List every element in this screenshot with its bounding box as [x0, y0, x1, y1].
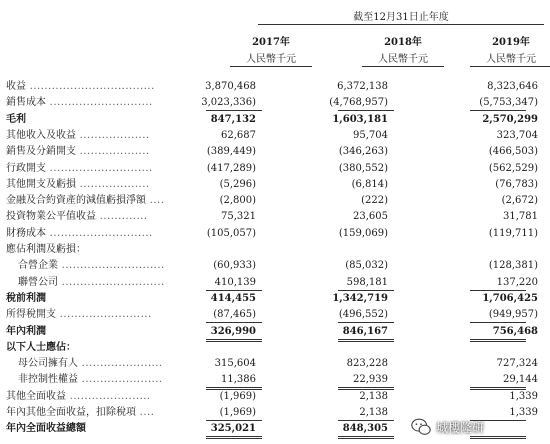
- row-label: [6, 113, 26, 127]
- row-label: [18, 259, 165, 273]
- subtotal-rule: [470, 387, 526, 390]
- cell-2019: (128,381): [488, 260, 538, 272]
- unit-2018: 人民幣千元: [378, 54, 428, 65]
- table-row-cost-of-sales: [0, 96, 550, 110]
- dot-leader: ......................: [78, 358, 163, 370]
- row-label-text: 聯營公司: [18, 276, 58, 288]
- row-label-text: 所得稅開支: [6, 309, 56, 321]
- cell-2018: 848,305: [342, 423, 388, 435]
- subtotal-rule: [206, 436, 262, 439]
- year-2017: 2017年: [252, 37, 290, 48]
- period-title: 截至12月31日止年度: [353, 12, 449, 23]
- dot-leader: .............: [96, 211, 148, 223]
- cell-2017: (389,449): [206, 146, 256, 158]
- cell-2017: (417,289): [206, 162, 256, 174]
- dot-leader: ............................: [58, 260, 165, 272]
- row-label-text: 銷售及分銷開支: [6, 146, 76, 158]
- cell-2019: 2,570,299: [482, 113, 538, 125]
- subtotal-rule: [470, 290, 526, 291]
- row-label-text: 行政開支: [6, 162, 46, 174]
- cell-2019: (2,672): [501, 195, 538, 207]
- cell-2017: 11,386: [221, 374, 256, 386]
- dot-leader: ............................: [46, 227, 153, 239]
- subtotal-rule: [338, 339, 394, 342]
- subtotal-rule: [206, 387, 262, 390]
- table-row-income-tax: [0, 308, 550, 322]
- dot-leader: ...................: [76, 146, 150, 158]
- cell-2018: (4,768,957): [329, 97, 388, 109]
- row-label: [6, 243, 86, 257]
- subtotal-rule: [338, 436, 394, 439]
- row-label: [6, 145, 150, 159]
- table-row-other-income: [0, 129, 550, 143]
- table-row-fair-value-gains: [0, 210, 550, 224]
- cell-2019: (119,711): [488, 227, 538, 239]
- table-row-other-comprehensive-income: [0, 390, 550, 404]
- cell-2019: 1,339: [509, 390, 538, 402]
- cell-2017: 414,455: [210, 292, 256, 304]
- row-label: [18, 357, 163, 371]
- cell-2018: (380,552): [338, 162, 388, 174]
- subtotal-rule: [206, 322, 262, 323]
- cell-2018: 846,167: [342, 325, 388, 337]
- row-label-text: 母公司擁有人: [18, 358, 78, 370]
- row-label-text: 非控制性權益: [18, 374, 78, 386]
- cell-2017: 75,321: [221, 211, 256, 223]
- cell-2019: 29,144: [503, 374, 538, 386]
- table-row-profit-for-year: [0, 325, 550, 339]
- row-label-text: 財務成本: [6, 227, 46, 239]
- cell-2019: 756,468: [492, 325, 538, 337]
- subtotal-rule: [338, 322, 394, 323]
- watermark: [410, 414, 546, 440]
- row-label-text: 年內全面收益總額: [6, 423, 86, 435]
- row-label: [6, 390, 151, 404]
- table-row-joint-ventures: [0, 259, 550, 273]
- unit-2019: 人民幣千元: [486, 54, 536, 65]
- cell-2018: 6,372,138: [337, 81, 388, 92]
- row-label-text: 以下人士應佔：: [6, 341, 76, 353]
- row-label: [6, 210, 148, 224]
- row-label: [6, 129, 150, 143]
- cell-2018: 598,181: [346, 276, 388, 288]
- row-label-text: 金融及合約資產的減值虧損淨額: [6, 195, 146, 207]
- dot-leader: ....: [146, 195, 165, 207]
- dot-leader: ..................................: [26, 81, 155, 92]
- table-row-profit-before-tax: [0, 292, 550, 306]
- subtotal-rule: [206, 420, 262, 421]
- cell-2019: (5,753,347): [479, 97, 538, 109]
- cell-2018: 1,603,181: [332, 113, 388, 125]
- table-row-revenue: [0, 80, 550, 94]
- cell-2017: 3,023,336): [201, 97, 256, 109]
- cell-2017: (87,465): [213, 309, 256, 321]
- subtotal-rule: [206, 290, 262, 291]
- subtotal-rule: [470, 322, 526, 323]
- cell-2018: 22,939: [353, 374, 388, 386]
- cell-2018: (496,552): [338, 309, 388, 321]
- cell-2017: (60,933): [213, 260, 256, 272]
- cell-2018: 823,228: [346, 358, 388, 370]
- cell-2017: (105,057): [206, 227, 256, 239]
- dot-leader: ...................: [76, 178, 150, 190]
- cell-2019: 323,704: [496, 129, 538, 141]
- cell-2019: 137,220: [496, 276, 538, 288]
- subtotal-rule: [206, 339, 262, 342]
- unit-2017: 人民幣千元: [246, 54, 296, 65]
- row-label-text: 銷售成本: [6, 97, 46, 109]
- header-rule: [258, 24, 544, 25]
- year-2018: 2018年: [384, 37, 422, 48]
- cell-2017: 62,687: [221, 129, 256, 141]
- dot-leader: ............................: [58, 276, 165, 288]
- cell-2019: (949,957): [488, 309, 538, 321]
- row-label: [6, 227, 153, 241]
- cell-2018: 95,704: [353, 129, 388, 141]
- row-label: [18, 373, 163, 387]
- cell-2019: 727,324: [496, 358, 538, 370]
- table-row-other-expenses: [0, 178, 550, 192]
- cell-2017: 325,021: [210, 423, 256, 435]
- cell-2018: 1,342,719: [332, 292, 388, 304]
- cell-2017: (2,800): [219, 195, 256, 207]
- cell-2018: (6,814): [351, 178, 388, 190]
- table-row-associates: [0, 276, 550, 290]
- row-label: [6, 178, 150, 192]
- table-row-admin-expenses: [0, 162, 550, 176]
- subtotal-rule: [338, 387, 394, 390]
- cell-2019: 8,323,646: [487, 81, 538, 92]
- row-label-text: 合營企業: [18, 260, 58, 272]
- cell-2019: 31,781: [503, 211, 538, 223]
- subtotal-rule: [338, 290, 394, 291]
- subtotal-rule: [338, 110, 394, 111]
- dot-leader: ......................: [78, 374, 163, 386]
- dot-leader: ............................: [46, 97, 153, 109]
- table-row-finance-costs: [0, 227, 550, 241]
- subtotal-rule: [338, 420, 394, 421]
- table-row-non-controlling-interests: [0, 373, 550, 387]
- row-label: [18, 276, 165, 290]
- row-label-text: 年內利潤: [6, 325, 46, 337]
- year-2019: 2019年: [492, 37, 530, 48]
- row-label: [6, 308, 152, 322]
- col-rule-2017: [230, 66, 312, 67]
- col-rule-2019: [470, 66, 550, 67]
- subtotal-rule: [470, 110, 526, 111]
- cell-2019: (562,529): [488, 162, 538, 174]
- dot-leader: ............................: [46, 162, 153, 174]
- row-label-text: 稅前利潤: [6, 292, 46, 304]
- cell-2018: (346,263): [338, 146, 388, 158]
- row-label-text: 其他全面收益: [6, 390, 66, 402]
- table-row-attributable-to: [0, 341, 550, 355]
- row-label: [6, 292, 46, 306]
- watermark-text: 城樓隆研: [436, 420, 485, 435]
- dot-leader: ....: [136, 407, 155, 418]
- table-row-impairment-losses: [0, 194, 550, 208]
- table-row-selling-expenses: [0, 145, 550, 159]
- table-row-owners-of-parent: [0, 357, 550, 371]
- cell-2018: (159,069): [338, 227, 388, 239]
- row-label: [6, 194, 164, 208]
- cell-2017: 326,990: [210, 325, 256, 337]
- cell-2018: (85,032): [345, 260, 388, 272]
- row-label-text: 應佔利潤及虧損：: [6, 244, 86, 255]
- row-label-text: 毛利: [6, 113, 26, 125]
- row-label: [6, 96, 153, 110]
- cell-2018: 23,605: [353, 211, 388, 223]
- subtotal-rule: [470, 339, 526, 342]
- table-row-gross-profit: [0, 113, 550, 127]
- row-label-text: 年內其他全面收益，扣除稅項: [6, 407, 136, 418]
- cell-2019: 1,339: [509, 407, 538, 418]
- row-label: [6, 325, 46, 339]
- dot-leader: ......................: [66, 390, 151, 402]
- subtotal-rule: [206, 110, 262, 111]
- row-label-text: 其他收入及收益: [6, 129, 76, 141]
- row-label-text: 收益: [6, 81, 26, 92]
- cell-2017: 3,870,468: [205, 81, 256, 92]
- cell-2019: (466,503): [488, 146, 538, 158]
- dot-leader: .........................: [56, 309, 152, 321]
- cell-2018: (222): [361, 195, 388, 207]
- col-rule-2018: [362, 66, 444, 67]
- cell-2017: 410,139: [214, 276, 256, 288]
- dot-leader: ...................: [76, 129, 150, 141]
- cell-2017: (1,969): [219, 390, 256, 402]
- row-label: [6, 341, 76, 355]
- row-label: [6, 406, 154, 420]
- row-label: [6, 162, 153, 176]
- table-row-share-of-profits: [0, 243, 550, 257]
- row-label-text: 其他開支及虧損: [6, 178, 76, 190]
- row-label: [6, 422, 86, 436]
- cell-2018: 2,138: [359, 407, 388, 418]
- cell-2019: 1,706,425: [482, 292, 538, 304]
- cell-2017: (1,969): [219, 407, 256, 418]
- cell-2019: (76,783): [495, 178, 538, 190]
- cell-2017: (5,296): [219, 178, 256, 190]
- cell-2017: 315,604: [214, 358, 256, 370]
- row-label: [6, 80, 155, 94]
- cell-2017: 847,132: [210, 113, 256, 125]
- cell-2018: 2,138: [359, 390, 388, 402]
- row-label-text: 投資物業公平值收益: [6, 211, 96, 223]
- chat-bubble-icon: [410, 416, 432, 438]
